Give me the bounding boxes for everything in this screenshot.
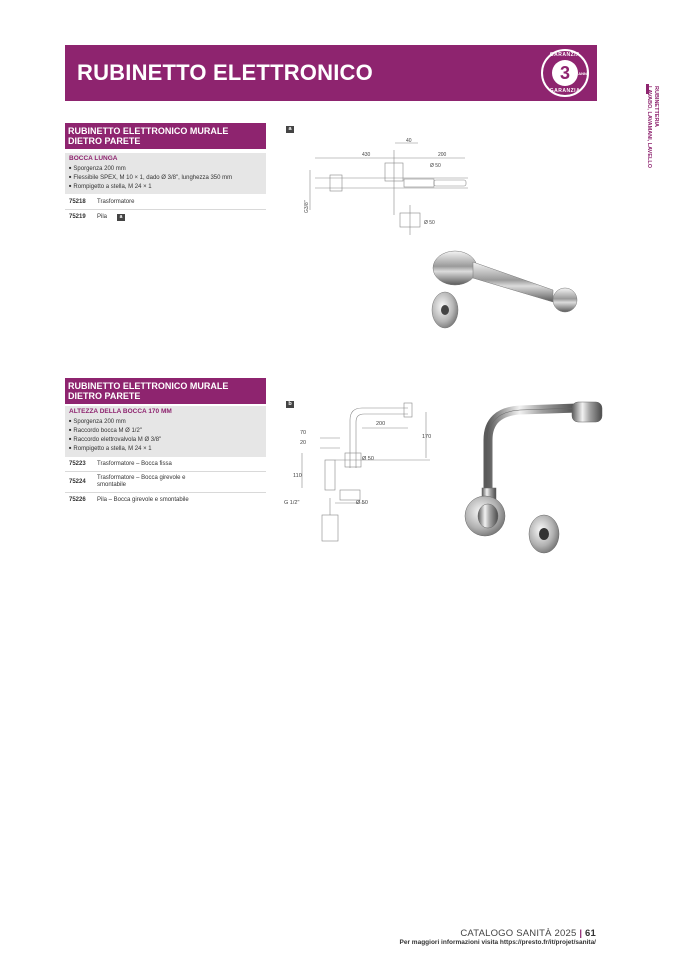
spec-item: ■ Rompigetto a stella, M 24 × 1 <box>69 182 262 191</box>
dimension-label: G3/8" <box>304 200 310 213</box>
spec-item: ■ Sporgenza 200 mm <box>69 417 262 426</box>
badge-top-text: GARANZIA <box>549 52 581 58</box>
dimension-label: 40 <box>406 138 412 144</box>
spec-item: ■ Flessibile SPEX, M 10 × 1, dado Ø 3/8", lunghezza 350 mm <box>69 173 262 182</box>
drawing-a-label: a <box>286 126 294 133</box>
spec-item: ■ Raccordo elettrovalvola M Ø 3/8" <box>69 435 262 444</box>
technical-drawing-b <box>284 398 440 548</box>
footer-separator: | <box>579 928 583 939</box>
product-row <box>65 472 266 493</box>
footer-catalog <box>460 928 596 939</box>
technical-drawing-a <box>300 135 475 240</box>
product-row <box>65 458 266 472</box>
header-band <box>65 45 597 101</box>
product-code: 75219 <box>69 214 86 220</box>
catalog-name: CATALOGO SANITÀ 2025 <box>460 928 577 939</box>
product-row <box>65 211 266 224</box>
side-tab-line2: LAVABO, LAVAMANI, LAVELLO <box>646 86 652 168</box>
spec-heading: BOCCA LUNGA <box>69 155 118 162</box>
dimension-label: 70 <box>300 430 307 436</box>
variant-tag: a <box>117 214 125 221</box>
badge-number: 3 <box>552 60 578 86</box>
sensor-eye-b-shape <box>539 528 549 540</box>
spout-arm-shape <box>473 262 553 302</box>
product-desc: Pila <box>97 214 108 220</box>
product-image-a <box>425 240 585 335</box>
page-number: 61 <box>585 928 596 939</box>
product-code: 75224 <box>69 478 86 485</box>
dimension-label: G 1/2" <box>284 500 300 506</box>
drawing-b-label: b <box>286 401 294 408</box>
rosette-center-shape <box>478 504 498 528</box>
spec-item: ■ Rompigetto a stella, M 24 × 1 <box>69 444 262 453</box>
dimension-label: 200 <box>376 421 386 427</box>
side-tab-text <box>645 86 659 186</box>
section-b-title: RUBINETTO ELETTRONICO MURALE DIETRO PARETE <box>65 378 266 404</box>
dimension-label: 110 <box>293 473 302 479</box>
gooseneck-outline-shape <box>488 408 578 500</box>
product-code: 75218 <box>69 199 86 205</box>
product-image-b <box>460 400 610 555</box>
product-row <box>65 196 266 210</box>
page-title: RUBINETTO ELETTRONICO <box>77 60 373 85</box>
dimension-label: 200 <box>438 152 447 158</box>
badge-unit: ANNI <box>578 71 588 76</box>
product-desc: Trasformatore <box>97 199 135 205</box>
product-code: 75223 <box>69 461 86 467</box>
dimension-label: Ø 50 <box>430 163 441 169</box>
spec-heading: ALTEZZA DELLA BOCCA 170 MM <box>69 408 172 415</box>
spec-item: ■ Raccordo bocca M Ø 1/2" <box>69 426 262 435</box>
product-desc: Trasformatore – Bocca girevole e smontabile <box>97 475 186 488</box>
dimension-label: 170 <box>422 434 432 440</box>
dimension-label: Ø 50 <box>356 500 368 506</box>
dimension-label: Ø 50 <box>362 456 374 462</box>
section-b-specs <box>65 406 266 457</box>
gooseneck-spout-shape <box>488 408 578 500</box>
spec-item: ■ Sporgenza 200 mm <box>69 164 262 173</box>
dimension-label: Ø 50 <box>424 220 435 226</box>
product-row <box>65 494 266 507</box>
section-a-title: RUBINETTO ELETTRONICO MURALE DIETRO PARETE <box>65 123 266 149</box>
side-category-tab <box>640 84 662 184</box>
section-a-specs <box>65 153 266 194</box>
sensor-eye-shape <box>441 305 449 315</box>
spout-head-shape <box>572 402 602 422</box>
spout-tip-shape <box>553 288 577 312</box>
dimension-label: 20 <box>300 440 307 446</box>
product-code: 75226 <box>69 497 86 503</box>
dimension-label: 430 <box>362 152 371 158</box>
product-desc: Trasformatore – Bocca fissa <box>97 461 172 467</box>
spout-base-shape <box>433 251 477 285</box>
product-desc: Pila – Bocca girevole e smontabile <box>97 497 189 503</box>
side-tab-line1: RUBINETTERIA <box>653 86 659 127</box>
warranty-badge <box>541 49 589 97</box>
badge-bottom-text: GARANZIA <box>549 88 581 94</box>
footer-info-link[interactable]: Per maggiori informazioni visita https://presto.fr/it/projet/sanita/ <box>399 939 596 946</box>
